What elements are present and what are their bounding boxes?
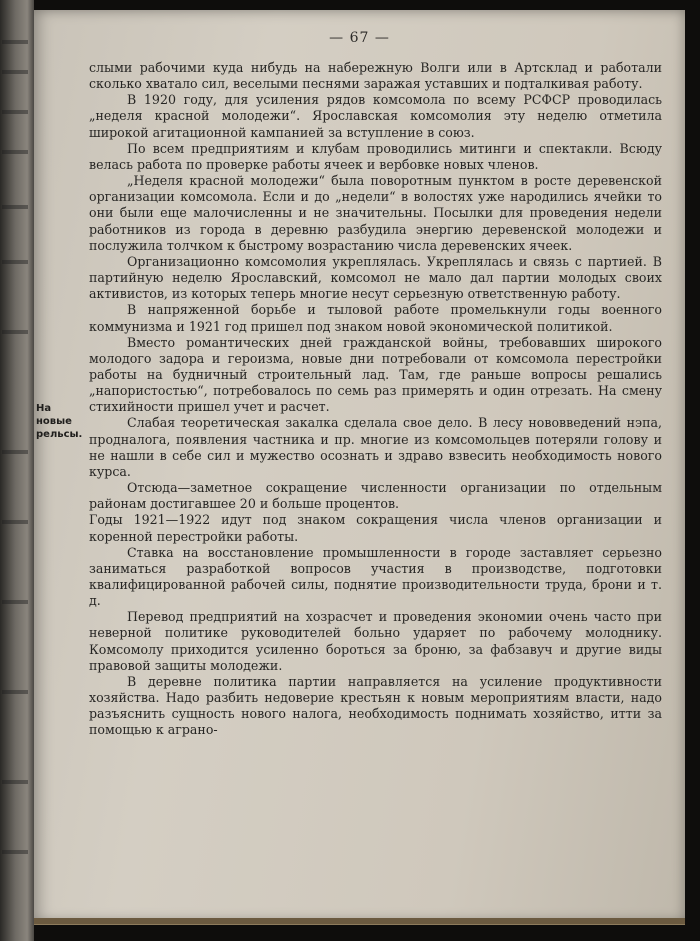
paragraph: Слабая теоретическая закалка сделала свое дело. В лесу нововведений нэпа, продналога, появления частника и пр. многие из комсомольцев потеряли голову и не нашли в себе сил и мужество осознать и здраво взвесить необходимость нового курса. bbox=[89, 415, 662, 479]
paragraph: В напряженной борьбе и тыловой работе промелькнули годы военного коммунизма и 1921 год пришел под знаком новой экономической политикой. bbox=[89, 302, 662, 334]
paragraph: Вместо романтических дней гражданской войны, требовавших широкого молодого задора и героизма, новые дни потребовали от комсомола перестройки работы на будничный строительный лад. Там, где раньше вопросы решались „напористостью“, потребовалось по семь раз примерять и один отрезать. На смену стихийности пришел учет и расчет. bbox=[89, 334, 662, 415]
paragraph: Перевод предприятий на хозрасчет и проведения экономии очень часто при неверной политике руководителей больно ударяет по рабочему молоднику. Комсомолу приходится усиленно бороться за броню, за фабзавуч и другие виды правовой защиты молодежи. bbox=[89, 609, 662, 673]
page-bottom-edge bbox=[34, 918, 685, 924]
paragraph: По всем предприятиям и клубам проводились митинги и спектакли. Всюду велась работа по проверке работы ячеек и вербовке новых членов. bbox=[89, 140, 662, 172]
page-number: — 67 — bbox=[329, 30, 390, 46]
book-page bbox=[34, 10, 685, 925]
paragraph: В деревне политика партии направляется на усиление продуктивности хозяйства. Надо разбить недоверие крестьян к новым мероприятиям власти, надо разъяснить сущность нового налога, необходимость поднимать хозяйство, итти за помощью к аграно- bbox=[89, 673, 662, 738]
paragraph: Годы 1921—1922 идут под знаком сокращения числа членов организации и коренной перестройки работы. bbox=[89, 512, 662, 544]
previous-page-edge bbox=[0, 0, 34, 941]
page-body bbox=[89, 60, 662, 739]
paragraph: „Неделя красной молодежи“ была поворотным пунктом в росте деревенской организации комсомола. Если и до „недели“ в волостях уже народились ячейки то они были еще малочисленны и не значительны. Посылки для проведения недели работников из города в деревню разбудила энергию деревенской молодежи и послужила толчком к быстрому возрастанию числа деревенских ячеек. bbox=[89, 173, 662, 253]
paragraph: Отсюда—заметное сокращение численности организации по отдельным районам достигавшее 20 и больше процентов. bbox=[89, 480, 662, 512]
paragraph: слыми рабочими куда нибудь на набережную Волги или в Артсклад и работали сколько хватало сил, веселыми песнями заражая уставших и подталкивая работу. bbox=[89, 60, 662, 92]
paragraph: Ставка на восстановление промышленности в городе заставляет серьезно заниматься разработкой вопросов участия в производстве, подготовки квалифицированной рабочей силы, поднятие производительности труда, брони и т. д. bbox=[89, 544, 662, 609]
paragraph: Организационно комсомолия укреплялась. Укреплялась и связь с партией. В партийную неделю Ярославский, комсомол не мало дал партии молодых своих активистов, из которых теперь многие несут серьезную ответственную работу. bbox=[89, 253, 662, 302]
paragraph: В 1920 году, для усиления рядов комсомола по всему РСФСР проводилась „неделя красной молодежи“. Ярославская комсомолия эту неделю отметила широкой агитационной кампанией за вступление в союз. bbox=[89, 92, 662, 140]
margin-note: На новые рельсы. bbox=[36, 403, 83, 440]
